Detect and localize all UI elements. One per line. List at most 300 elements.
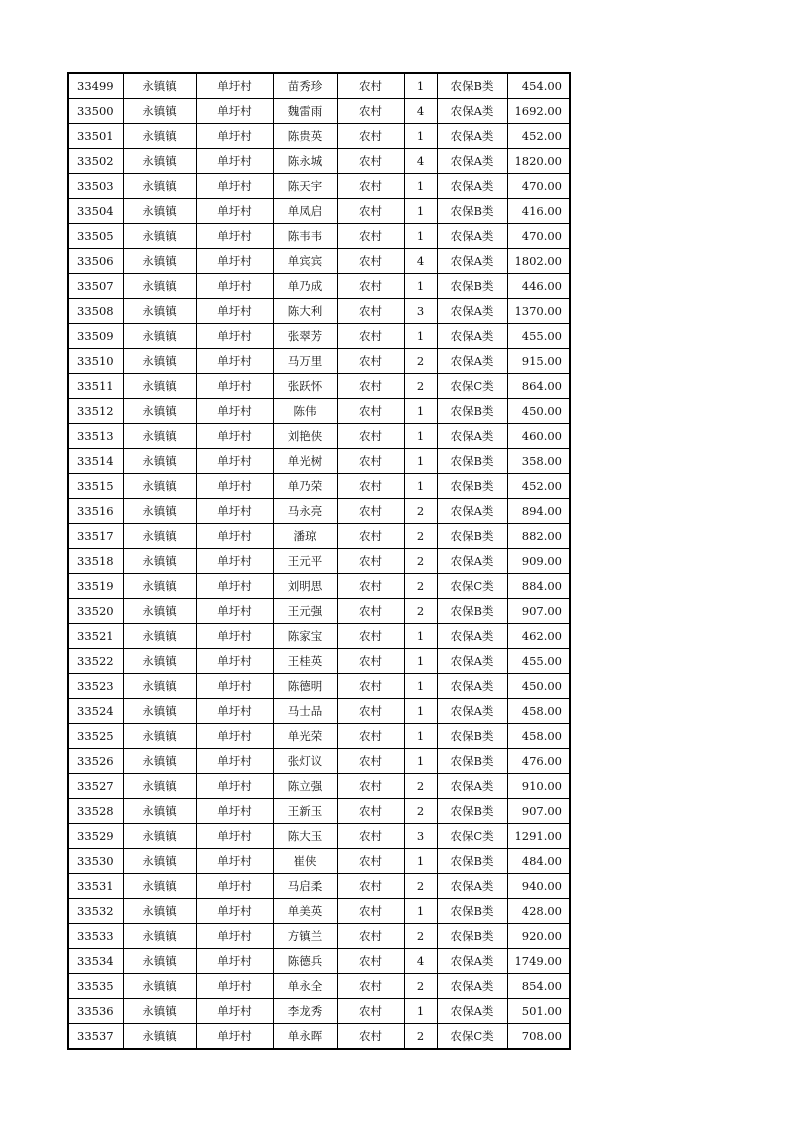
name-cell: 单光荣	[273, 724, 337, 749]
member-count-cell: 1	[404, 399, 437, 424]
town-cell: 永镇镇	[123, 474, 196, 499]
household-type-cell: 农村	[337, 224, 404, 249]
table-row	[68, 199, 570, 224]
category-cell: 农保A类	[437, 974, 507, 999]
member-count-cell: 1	[404, 899, 437, 924]
name-cell: 陈伟	[273, 399, 337, 424]
table-row	[68, 824, 570, 849]
village-cell: 单圩村	[196, 799, 273, 824]
town-cell: 永镇镇	[123, 574, 196, 599]
category-cell: 农保A类	[437, 349, 507, 374]
table-row	[68, 174, 570, 199]
name-cell: 单凤启	[273, 199, 337, 224]
name-cell: 苗秀珍	[273, 73, 337, 99]
amount-cell: 909.00	[507, 549, 570, 574]
village-cell: 单圩村	[196, 649, 273, 674]
table-row	[68, 474, 570, 499]
table-row	[68, 99, 570, 124]
category-cell: 农保C类	[437, 574, 507, 599]
name-cell: 张灯议	[273, 749, 337, 774]
category-cell: 农保C类	[437, 1024, 507, 1050]
town-cell: 永镇镇	[123, 949, 196, 974]
town-cell: 永镇镇	[123, 249, 196, 274]
category-cell: 农保A类	[437, 874, 507, 899]
amount-cell: 358.00	[507, 449, 570, 474]
amount-cell: 416.00	[507, 199, 570, 224]
category-cell: 农保B类	[437, 524, 507, 549]
category-cell: 农保C类	[437, 374, 507, 399]
household-type-cell: 农村	[337, 299, 404, 324]
town-cell: 永镇镇	[123, 524, 196, 549]
table-row	[68, 224, 570, 249]
town-cell: 永镇镇	[123, 324, 196, 349]
household-type-cell: 农村	[337, 599, 404, 624]
record-id-cell: 33507	[68, 274, 123, 299]
amount-cell: 454.00	[507, 73, 570, 99]
category-cell: 农保B类	[437, 449, 507, 474]
household-type-cell: 农村	[337, 374, 404, 399]
amount-cell: 708.00	[507, 1024, 570, 1050]
member-count-cell: 1	[404, 449, 437, 474]
amount-cell: 1370.00	[507, 299, 570, 324]
category-cell: 农保A类	[437, 674, 507, 699]
record-id-cell: 33518	[68, 549, 123, 574]
amount-cell: 484.00	[507, 849, 570, 874]
amount-cell: 452.00	[507, 124, 570, 149]
name-cell: 陈德兵	[273, 949, 337, 974]
household-type-cell: 农村	[337, 899, 404, 924]
category-cell: 农保B类	[437, 924, 507, 949]
amount-cell: 446.00	[507, 274, 570, 299]
member-count-cell: 1	[404, 124, 437, 149]
town-cell: 永镇镇	[123, 299, 196, 324]
village-cell: 单圩村	[196, 224, 273, 249]
village-cell: 单圩村	[196, 674, 273, 699]
category-cell: 农保B类	[437, 274, 507, 299]
member-count-cell: 2	[404, 374, 437, 399]
name-cell: 单永全	[273, 974, 337, 999]
amount-cell: 907.00	[507, 599, 570, 624]
table-row	[68, 299, 570, 324]
record-id-cell: 33508	[68, 299, 123, 324]
category-cell: 农保B类	[437, 474, 507, 499]
village-cell: 单圩村	[196, 73, 273, 99]
amount-cell: 450.00	[507, 674, 570, 699]
name-cell: 崔侠	[273, 849, 337, 874]
table-row	[68, 449, 570, 474]
town-cell: 永镇镇	[123, 999, 196, 1024]
name-cell: 单乃荣	[273, 474, 337, 499]
town-cell: 永镇镇	[123, 824, 196, 849]
town-cell: 永镇镇	[123, 99, 196, 124]
record-id-cell: 33519	[68, 574, 123, 599]
record-id-cell: 33506	[68, 249, 123, 274]
village-cell: 单圩村	[196, 424, 273, 449]
amount-cell: 458.00	[507, 724, 570, 749]
town-cell: 永镇镇	[123, 449, 196, 474]
category-cell: 农保A类	[437, 649, 507, 674]
village-cell: 单圩村	[196, 149, 273, 174]
record-id-cell: 33526	[68, 749, 123, 774]
member-count-cell: 3	[404, 824, 437, 849]
record-id-cell: 33520	[68, 599, 123, 624]
village-cell: 单圩村	[196, 374, 273, 399]
household-type-cell: 农村	[337, 199, 404, 224]
village-cell: 单圩村	[196, 774, 273, 799]
category-cell: 农保A类	[437, 949, 507, 974]
record-id-cell: 33517	[68, 524, 123, 549]
member-count-cell: 2	[404, 349, 437, 374]
member-count-cell: 1	[404, 224, 437, 249]
record-id-cell: 33525	[68, 724, 123, 749]
village-cell: 单圩村	[196, 874, 273, 899]
category-cell: 农保B类	[437, 73, 507, 99]
town-cell: 永镇镇	[123, 749, 196, 774]
member-count-cell: 1	[404, 199, 437, 224]
town-cell: 永镇镇	[123, 1024, 196, 1050]
town-cell: 永镇镇	[123, 924, 196, 949]
table-row	[68, 774, 570, 799]
town-cell: 永镇镇	[123, 974, 196, 999]
town-cell: 永镇镇	[123, 624, 196, 649]
household-type-cell: 农村	[337, 349, 404, 374]
town-cell: 永镇镇	[123, 199, 196, 224]
amount-cell: 1820.00	[507, 149, 570, 174]
table-row	[68, 849, 570, 874]
town-cell: 永镇镇	[123, 849, 196, 874]
table-row	[68, 749, 570, 774]
household-type-cell: 农村	[337, 774, 404, 799]
member-count-cell: 2	[404, 1024, 437, 1050]
data-table	[67, 72, 571, 1050]
town-cell: 永镇镇	[123, 224, 196, 249]
name-cell: 潘琼	[273, 524, 337, 549]
village-cell: 单圩村	[196, 599, 273, 624]
village-cell: 单圩村	[196, 899, 273, 924]
table-row	[68, 574, 570, 599]
name-cell: 陈大利	[273, 299, 337, 324]
town-cell: 永镇镇	[123, 724, 196, 749]
village-cell: 单圩村	[196, 524, 273, 549]
town-cell: 永镇镇	[123, 599, 196, 624]
record-id-cell: 33532	[68, 899, 123, 924]
record-id-cell: 33521	[68, 624, 123, 649]
amount-cell: 915.00	[507, 349, 570, 374]
name-cell: 王新玉	[273, 799, 337, 824]
amount-cell: 462.00	[507, 624, 570, 649]
table-row	[68, 599, 570, 624]
category-cell: 农保B类	[437, 749, 507, 774]
table-row	[68, 249, 570, 274]
name-cell: 陈德明	[273, 674, 337, 699]
category-cell: 农保A类	[437, 124, 507, 149]
household-type-cell: 农村	[337, 924, 404, 949]
name-cell: 马永亮	[273, 499, 337, 524]
town-cell: 永镇镇	[123, 674, 196, 699]
village-cell: 单圩村	[196, 624, 273, 649]
town-cell: 永镇镇	[123, 399, 196, 424]
household-type-cell: 农村	[337, 874, 404, 899]
member-count-cell: 1	[404, 699, 437, 724]
record-id-cell: 33510	[68, 349, 123, 374]
household-type-cell: 农村	[337, 624, 404, 649]
table-row	[68, 549, 570, 574]
table-row	[68, 999, 570, 1024]
town-cell: 永镇镇	[123, 899, 196, 924]
name-cell: 王桂英	[273, 649, 337, 674]
table-row	[68, 674, 570, 699]
record-id-cell: 33535	[68, 974, 123, 999]
table-row	[68, 124, 570, 149]
village-cell: 单圩村	[196, 249, 273, 274]
village-cell: 单圩村	[196, 824, 273, 849]
member-count-cell: 2	[404, 599, 437, 624]
category-cell: 农保A类	[437, 249, 507, 274]
table-row	[68, 274, 570, 299]
amount-cell: 458.00	[507, 699, 570, 724]
record-id-cell: 33533	[68, 924, 123, 949]
town-cell: 永镇镇	[123, 274, 196, 299]
town-cell: 永镇镇	[123, 874, 196, 899]
name-cell: 陈韦韦	[273, 224, 337, 249]
name-cell: 单光树	[273, 449, 337, 474]
village-cell: 单圩村	[196, 724, 273, 749]
town-cell: 永镇镇	[123, 774, 196, 799]
record-id-cell: 33513	[68, 424, 123, 449]
town-cell: 永镇镇	[123, 549, 196, 574]
category-cell: 农保A类	[437, 549, 507, 574]
member-count-cell: 1	[404, 624, 437, 649]
table-row	[68, 724, 570, 749]
name-cell: 陈永城	[273, 149, 337, 174]
member-count-cell: 1	[404, 274, 437, 299]
member-count-cell: 1	[404, 174, 437, 199]
table-row	[68, 624, 570, 649]
amount-cell: 854.00	[507, 974, 570, 999]
name-cell: 单永晖	[273, 1024, 337, 1050]
amount-cell: 894.00	[507, 499, 570, 524]
village-cell: 单圩村	[196, 849, 273, 874]
town-cell: 永镇镇	[123, 73, 196, 99]
table-row	[68, 149, 570, 174]
household-type-cell: 农村	[337, 249, 404, 274]
name-cell: 刘艳侠	[273, 424, 337, 449]
table-body	[68, 73, 570, 1049]
amount-cell: 455.00	[507, 649, 570, 674]
record-id-cell: 33537	[68, 1024, 123, 1050]
name-cell: 陈大玉	[273, 824, 337, 849]
household-type-cell: 农村	[337, 674, 404, 699]
name-cell: 张跃怀	[273, 374, 337, 399]
household-type-cell: 农村	[337, 424, 404, 449]
amount-cell: 882.00	[507, 524, 570, 549]
household-type-cell: 农村	[337, 699, 404, 724]
household-type-cell: 农村	[337, 73, 404, 99]
amount-cell: 1692.00	[507, 99, 570, 124]
village-cell: 单圩村	[196, 974, 273, 999]
table-row	[68, 399, 570, 424]
amount-cell: 470.00	[507, 224, 570, 249]
household-type-cell: 农村	[337, 649, 404, 674]
village-cell: 单圩村	[196, 274, 273, 299]
record-id-cell: 33536	[68, 999, 123, 1024]
table-row	[68, 924, 570, 949]
category-cell: 农保A类	[437, 699, 507, 724]
household-type-cell: 农村	[337, 749, 404, 774]
category-cell: 农保A类	[437, 999, 507, 1024]
household-type-cell: 农村	[337, 399, 404, 424]
record-id-cell: 33514	[68, 449, 123, 474]
record-id-cell: 33500	[68, 99, 123, 124]
village-cell: 单圩村	[196, 474, 273, 499]
village-cell: 单圩村	[196, 924, 273, 949]
table-row	[68, 974, 570, 999]
town-cell: 永镇镇	[123, 499, 196, 524]
town-cell: 永镇镇	[123, 424, 196, 449]
village-cell: 单圩村	[196, 449, 273, 474]
record-id-cell: 33509	[68, 324, 123, 349]
member-count-cell: 1	[404, 724, 437, 749]
village-cell: 单圩村	[196, 1024, 273, 1050]
record-id-cell: 33501	[68, 124, 123, 149]
household-type-cell: 农村	[337, 949, 404, 974]
member-count-cell: 1	[404, 849, 437, 874]
amount-cell: 920.00	[507, 924, 570, 949]
town-cell: 永镇镇	[123, 124, 196, 149]
member-count-cell: 2	[404, 774, 437, 799]
town-cell: 永镇镇	[123, 699, 196, 724]
member-count-cell: 2	[404, 524, 437, 549]
member-count-cell: 1	[404, 73, 437, 99]
member-count-cell: 1	[404, 474, 437, 499]
member-count-cell: 1	[404, 324, 437, 349]
category-cell: 农保A类	[437, 774, 507, 799]
table-row	[68, 349, 570, 374]
household-type-cell: 农村	[337, 724, 404, 749]
member-count-cell: 2	[404, 874, 437, 899]
name-cell: 单乃成	[273, 274, 337, 299]
record-id-cell: 33522	[68, 649, 123, 674]
category-cell: 农保B类	[437, 899, 507, 924]
household-type-cell: 农村	[337, 274, 404, 299]
record-id-cell: 33502	[68, 149, 123, 174]
household-type-cell: 农村	[337, 449, 404, 474]
village-cell: 单圩村	[196, 699, 273, 724]
member-count-cell: 4	[404, 949, 437, 974]
town-cell: 永镇镇	[123, 349, 196, 374]
amount-cell: 864.00	[507, 374, 570, 399]
record-id-cell: 33529	[68, 824, 123, 849]
town-cell: 永镇镇	[123, 649, 196, 674]
amount-cell: 428.00	[507, 899, 570, 924]
amount-cell: 501.00	[507, 999, 570, 1024]
member-count-cell: 3	[404, 299, 437, 324]
household-type-cell: 农村	[337, 974, 404, 999]
village-cell: 单圩村	[196, 549, 273, 574]
record-id-cell: 33504	[68, 199, 123, 224]
household-type-cell: 农村	[337, 99, 404, 124]
name-cell: 马士品	[273, 699, 337, 724]
town-cell: 永镇镇	[123, 149, 196, 174]
village-cell: 单圩村	[196, 749, 273, 774]
record-id-cell: 33531	[68, 874, 123, 899]
village-cell: 单圩村	[196, 99, 273, 124]
table-row	[68, 499, 570, 524]
village-cell: 单圩村	[196, 124, 273, 149]
name-cell: 张翠芳	[273, 324, 337, 349]
table-row	[68, 699, 570, 724]
record-id-cell: 33512	[68, 399, 123, 424]
name-cell: 魏雷雨	[273, 99, 337, 124]
name-cell: 王元平	[273, 549, 337, 574]
amount-cell: 884.00	[507, 574, 570, 599]
amount-cell: 452.00	[507, 474, 570, 499]
member-count-cell: 4	[404, 99, 437, 124]
member-count-cell: 1	[404, 424, 437, 449]
member-count-cell: 2	[404, 799, 437, 824]
member-count-cell: 2	[404, 549, 437, 574]
town-cell: 永镇镇	[123, 799, 196, 824]
village-cell: 单圩村	[196, 399, 273, 424]
record-id-cell: 33527	[68, 774, 123, 799]
village-cell: 单圩村	[196, 199, 273, 224]
name-cell: 马万里	[273, 349, 337, 374]
name-cell: 单美英	[273, 899, 337, 924]
name-cell: 陈家宝	[273, 624, 337, 649]
record-id-cell: 33511	[68, 374, 123, 399]
amount-cell: 470.00	[507, 174, 570, 199]
table-row	[68, 799, 570, 824]
name-cell: 单宾宾	[273, 249, 337, 274]
category-cell: 农保B类	[437, 399, 507, 424]
village-cell: 单圩村	[196, 574, 273, 599]
table-row	[68, 424, 570, 449]
household-type-cell: 农村	[337, 1024, 404, 1050]
table-row	[68, 324, 570, 349]
household-type-cell: 农村	[337, 324, 404, 349]
table-row	[68, 374, 570, 399]
amount-cell: 455.00	[507, 324, 570, 349]
name-cell: 陈天宇	[273, 174, 337, 199]
amount-cell: 450.00	[507, 399, 570, 424]
category-cell: 农保A类	[437, 624, 507, 649]
record-id-cell: 33524	[68, 699, 123, 724]
record-id-cell: 33505	[68, 224, 123, 249]
category-cell: 农保A类	[437, 324, 507, 349]
member-count-cell: 2	[404, 974, 437, 999]
member-count-cell: 1	[404, 674, 437, 699]
amount-cell: 907.00	[507, 799, 570, 824]
record-id-cell: 33516	[68, 499, 123, 524]
table-row	[68, 73, 570, 99]
record-id-cell: 33503	[68, 174, 123, 199]
category-cell: 农保A类	[437, 224, 507, 249]
household-type-cell: 农村	[337, 149, 404, 174]
table-row	[68, 649, 570, 674]
member-count-cell: 4	[404, 149, 437, 174]
household-type-cell: 农村	[337, 474, 404, 499]
member-count-cell: 1	[404, 649, 437, 674]
village-cell: 单圩村	[196, 324, 273, 349]
name-cell: 王元强	[273, 599, 337, 624]
member-count-cell: 2	[404, 499, 437, 524]
category-cell: 农保B类	[437, 724, 507, 749]
town-cell: 永镇镇	[123, 174, 196, 199]
category-cell: 农保B类	[437, 849, 507, 874]
amount-cell: 1749.00	[507, 949, 570, 974]
category-cell: 农保B类	[437, 599, 507, 624]
category-cell: 农保A类	[437, 499, 507, 524]
